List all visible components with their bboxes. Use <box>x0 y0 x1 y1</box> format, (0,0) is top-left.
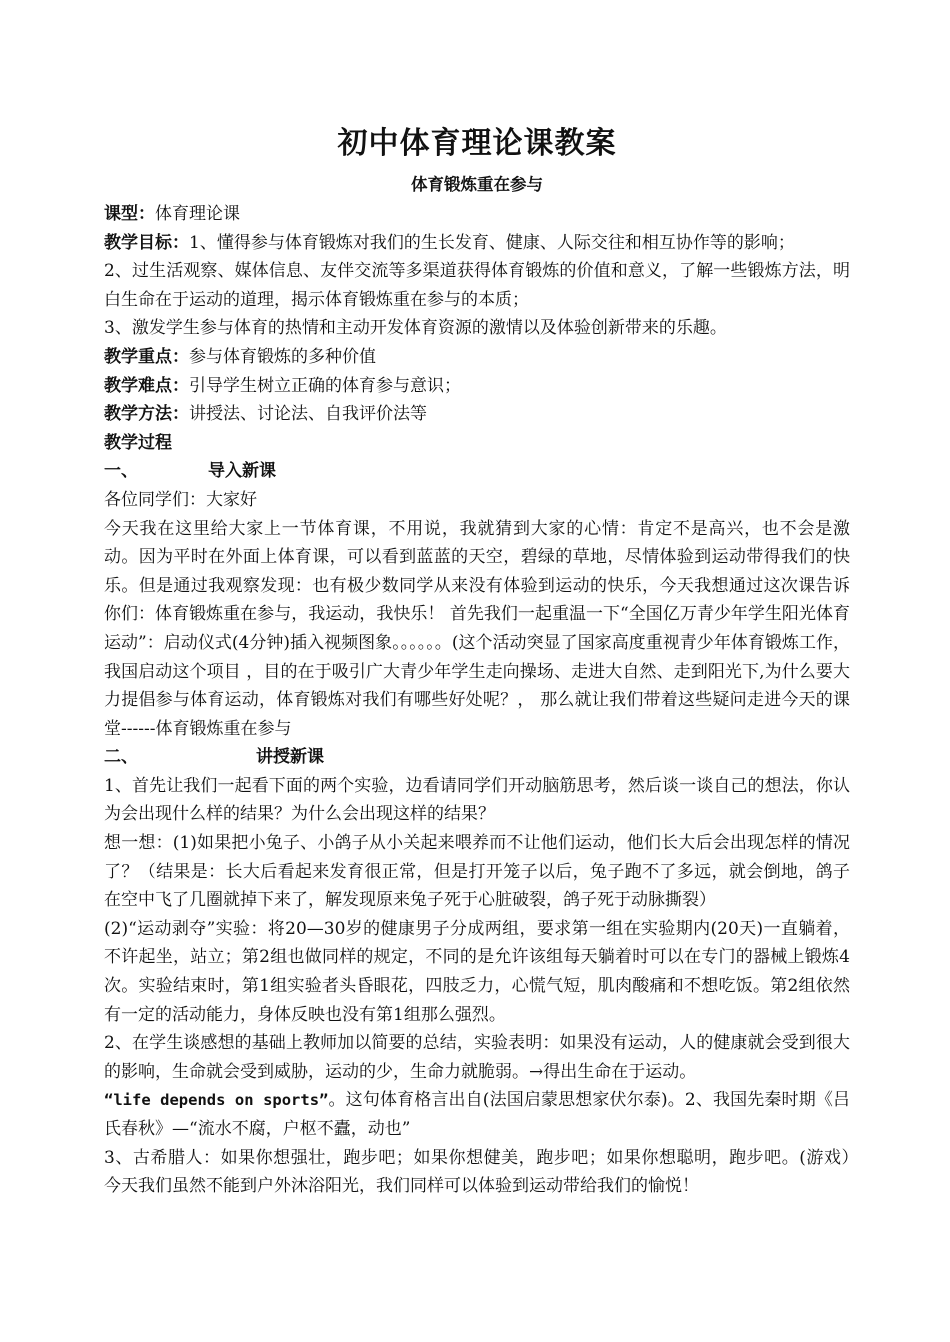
teaching-goal-2: 2、过生活观察、媒体信息、友伴交流等多渠道获得体育锻炼的价值和意义，了解一些锻炼方法，明白生命在于运动的道理，揭示体育锻炼重在参与的本质； <box>104 261 850 310</box>
teaching-key-value: 参与体育锻炼的多种价值 <box>189 346 376 367</box>
sports-quote: “life depends on sports” <box>104 1091 329 1110</box>
sports-quote-source: 。这句体育格言出自(法国启蒙思想家伏尔泰)。2、我国先秦时期《吕氏春秋》—“流水不腐，户枢不蠹，动也” <box>104 1090 850 1139</box>
section-2-paragraph-6: 3、古希腊人：如果你想强壮，跑步吧；如果你想健美，跑步吧；如果你想聪明，跑步吧。(游戏） 今天我们虽然不能到户外沐浴阳光，我们同样可以体验到运动带给我们的愉悦！ <box>104 1147 884 1197</box>
section-1-title: 导入新课 <box>208 461 276 482</box>
teaching-method <box>104 400 850 429</box>
section-2-paragraph-2: 想一想：(1)如果把小兔子、小鸽子从小关起来喂养而不让他们运动，他们长大后会出现怎样的情况了？（结果是：长大后看起来发育很正常，但是打开笼子以后，兔子跑不了多远，就会倒地，鸽子在空中飞了几圈就掉下来了，解发现原来兔子死于心脏破裂，鸽子死于动脉撕裂） <box>104 833 850 911</box>
teaching-process-heading: 教学过程 <box>104 432 172 453</box>
teaching-method-label: 教学方法： <box>104 404 189 425</box>
lesson-type-label: 课型： <box>104 204 155 224</box>
document-title: 初中体育理论课教案 <box>337 126 617 161</box>
teaching-goal-label: 教学目标： <box>104 232 189 253</box>
section-1-number: 一、 <box>104 461 138 482</box>
teaching-difficulty <box>104 372 850 401</box>
section-2-heading <box>104 743 850 772</box>
lesson-type-value: 体育理论课 <box>155 204 240 224</box>
section-2-paragraph-5 <box>104 1086 850 1143</box>
section-1-greeting: 各位同学们：大家好 <box>104 489 257 510</box>
section-1-heading <box>104 457 850 486</box>
document-page <box>104 118 884 1201</box>
teaching-goal-3: 3、激发学生参与体育的热情和主动开发体育资源的激情以及体验创新带来的乐趣。 <box>104 318 727 339</box>
lesson-type <box>104 200 850 229</box>
teaching-goal <box>104 229 850 258</box>
teaching-difficulty-value: 引导学生树立正确的体育参与意识； <box>189 375 461 396</box>
section-2-paragraph-4: 2、在学生谈感想的基础上教师加以简要的总结，实验表明：如果没有运动，人的健康就会受到很大的影响，生命就会受到威胁，运动的少，生命力就脆弱。→得出生命在于运动。 <box>104 1033 850 1082</box>
document-subtitle: 体育锻炼重在参与 <box>411 175 543 194</box>
teaching-difficulty-label: 教学难点： <box>104 375 189 396</box>
teaching-goal-1: 1、懂得参与体育锻炼对我们的生长发育、健康、人际交往和相互协作等的影响； <box>189 232 795 253</box>
section-2-paragraph-1: 1、首先让我们一起看下面的两个实验，边看请同学们开动脑筋思考，然后谈一谈自己的想法，你认为会出现什么样的结果？为什么会出现这样的结果？ <box>104 775 850 825</box>
section-2-number: 二、 <box>104 747 138 768</box>
section-1-body: 今天我在这里给大家上一节体育课，不用说，我就猜到大家的心情：肯定不是高兴，也不会是激动。因为平时在外面上体育课，可以看到蓝蓝的天空，碧绿的草地，尽情体验到运动带得我们的快乐。但是通过我观察发现：也有极少数同学从来没有体验到运动的快乐，今天我想通过这次课告诉你们：体育锻炼重在参与，我运动，我快乐！ 首先我们一起重温一下“全国亿万青少年学生阳光体育运动”：启动仪式(4分钟)插入视频图象。。。。。。(这个活动突显了国家高度重视青少年体育锻炼工作，我国启动这个项目 ，目的在于吸引广大青少年学生走向操场、走进大自然、走到阳光下,为什么要大力提倡参与体育运动，体育锻炼对我们有哪些好处呢？， 那么就让我们带着这些疑问走进今天的课堂------体育锻炼重在参与 <box>104 518 850 739</box>
section-2-paragraph-3: (2)“运动剥夺”实验：将20—30岁的健康男子分成两组，要求第一组在实验期内(20天)一直躺着，不许起坐，站立；第2组也做同样的规定，不同的是允许该组每天躺着时可以在专门的器械上锻炼4次。实验结束时，第1组实验者头昏眼花，四肢乏力，心慌气短，肌肉酸痛和不想吃饭。第2组依然有一定的活动能力，身体反映也没有第1组那么强烈。 <box>104 918 850 1025</box>
teaching-method-value: 讲授法、讨论法、自我评价法等 <box>189 404 427 425</box>
section-2-title: 讲授新课 <box>256 747 324 768</box>
teaching-key-point <box>104 343 850 372</box>
teaching-key-label: 教学重点： <box>104 346 189 367</box>
